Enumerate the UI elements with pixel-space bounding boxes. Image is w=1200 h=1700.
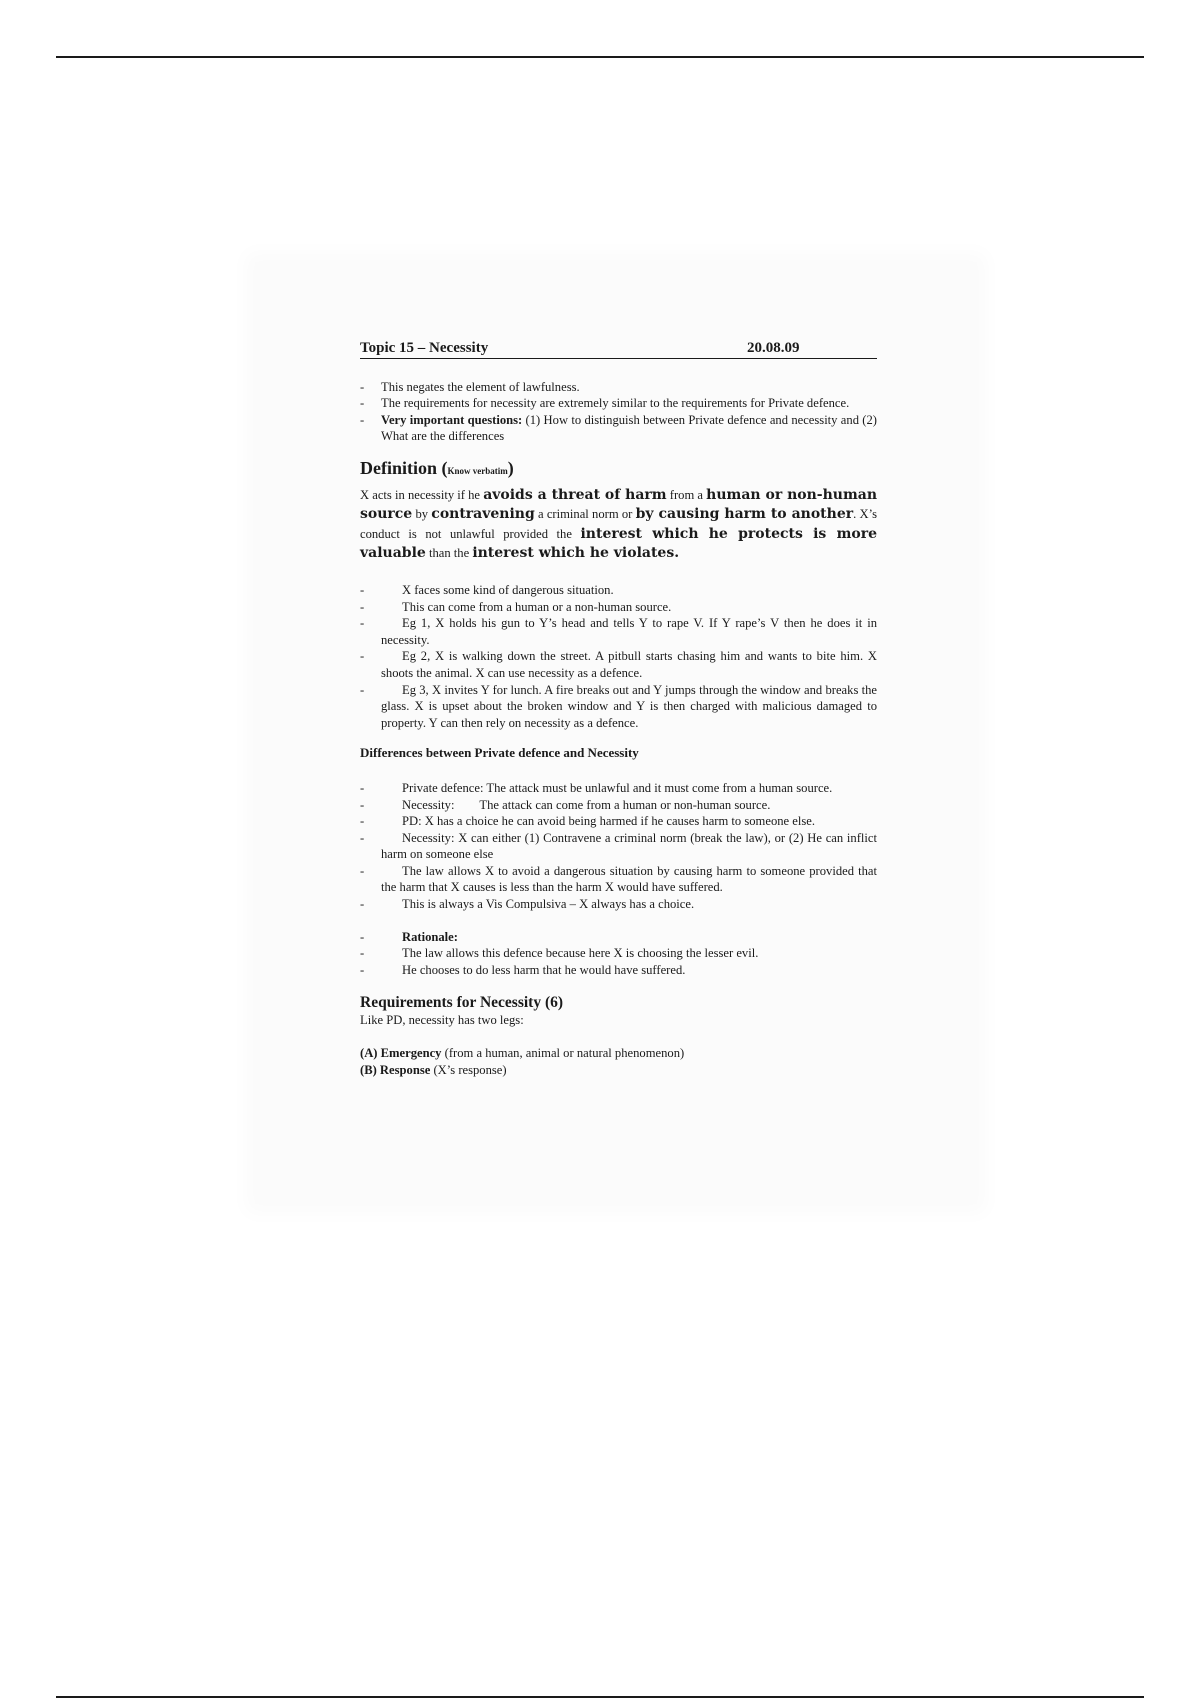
rationale-heading <box>360 929 877 946</box>
list-item <box>360 682 877 732</box>
list-item <box>360 412 877 445</box>
definition-part: from a <box>666 487 707 502</box>
definition-part: by <box>412 507 432 522</box>
list-item-text: (1) How to distinguish between Private defence and necessity and (2) What are the differences <box>381 412 877 444</box>
requirements-heading: Requirements for Necessity (6) <box>360 994 564 1012</box>
definition-text <box>360 486 877 564</box>
list-item-text: Private defence: The attack must be unlawful and it must come from a human source. <box>402 780 833 795</box>
definition-heading <box>360 457 877 482</box>
list-item <box>360 780 877 797</box>
list-item <box>360 615 877 648</box>
list-item-text: The law allows X to avoid a dangerous situation by causing harm to someone provided that the harm that X causes is less than the harm X would have suffered. <box>381 863 877 895</box>
list-item-text: PD: X has a choice he can avoid being harmed if he causes harm to someone else. <box>402 814 816 829</box>
leg-label: (A) Emergency <box>360 1046 442 1061</box>
definition-key-term: interest which he violates. <box>472 545 680 562</box>
leg-item <box>360 1062 877 1079</box>
topic-header <box>360 340 877 359</box>
list-item <box>360 863 877 896</box>
definition-key-term: interest which he protects is more valuable <box>360 525 877 562</box>
bottom-rule <box>56 1696 1144 1698</box>
differences-list <box>360 780 877 913</box>
requirements-subtitle: Like PD, necessity has two legs: <box>360 1013 524 1028</box>
list-item <box>360 599 877 616</box>
list-item-text: X faces some kind of dangerous situation. <box>402 582 614 597</box>
facts-list <box>360 582 877 731</box>
topic-title: Topic 15 – Necessity <box>360 340 489 356</box>
definition-part: a criminal norm or <box>534 507 636 522</box>
list-item <box>360 896 877 913</box>
rationale-list <box>360 929 877 979</box>
definition-key-term: by causing harm to another <box>635 506 854 523</box>
list-item-text: Necessity: The attack can come from a human or non-human source. <box>402 797 771 812</box>
list-item-text: Eg 1, X holds his gun to Y’s head and tells Y to rape V. If Y rape’s V then he does it in necessity. <box>381 616 877 647</box>
list-item <box>360 797 877 814</box>
intro-list <box>360 379 877 445</box>
list-item-text: This is always a Vis Compulsiva – X always has a choice. <box>402 897 695 912</box>
list-item-text: Necessity: X can either (1) Contravene a criminal norm (break the law), or (2) He can inflict harm on someone else <box>381 830 877 862</box>
differences-heading: Differences between Private defence and Necessity <box>360 745 639 761</box>
definition-part: X acts in necessity if he <box>360 487 484 502</box>
leg-label: (B) Response <box>360 1062 431 1077</box>
definition-note: Know verbatim <box>447 465 508 476</box>
list-item-text: He chooses to do less harm that he would have suffered. <box>402 962 686 977</box>
list-item <box>360 648 877 681</box>
top-rule <box>56 56 1144 58</box>
leg-text: (from a human, animal or natural phenomenon) <box>441 1046 685 1061</box>
list-item: - This negates the element of lawfulness. <box>360 379 877 396</box>
list-item-text: Eg 3, X invites Y for lunch. A fire breaks out and Y jumps through the window and breaks the glass. X is upset about the broken window and Y is then charged with malicious damaged to property. Y can then rely on necessity as a defence. <box>381 682 877 730</box>
list-item-text: Eg 2, X is walking down the street. A pitbull starts chasing him and wants to bite him. X shoots the animal. X can use necessity as a defence. <box>381 649 877 680</box>
definition-key-term: human or non-human source <box>360 486 878 523</box>
definition-key-term: avoids a threat of harm <box>483 486 667 503</box>
list-item <box>360 830 877 863</box>
rationale-label: Rationale: <box>402 929 458 944</box>
list-item <box>360 813 877 830</box>
leg-text: (X’s response) <box>430 1062 507 1077</box>
list-item <box>360 962 877 979</box>
definition-heading-text: Definition ( <box>360 457 448 478</box>
definition-key-term: contravening <box>431 506 535 523</box>
topic-date: 20.08.09 <box>747 340 800 356</box>
list-item <box>360 582 877 599</box>
bold-label: Very important questions: <box>381 412 523 427</box>
list-item-text: This can come from a human or a non-human source. <box>402 599 672 614</box>
list-item: - The requirements for necessity are extremely similar to the requirements for Private defence. <box>360 395 877 412</box>
definition-part: than the <box>425 546 473 561</box>
leg-item <box>360 1045 877 1062</box>
requirements-legs <box>360 1045 877 1078</box>
document-body <box>360 340 877 1078</box>
definition-heading-end: ) <box>507 457 514 478</box>
list-item <box>360 945 877 962</box>
definition-part: . X’s conduct is not unlawful provided the <box>360 507 877 541</box>
list-item-text: The law allows this defence because here X is choosing the lesser evil. <box>402 946 759 961</box>
